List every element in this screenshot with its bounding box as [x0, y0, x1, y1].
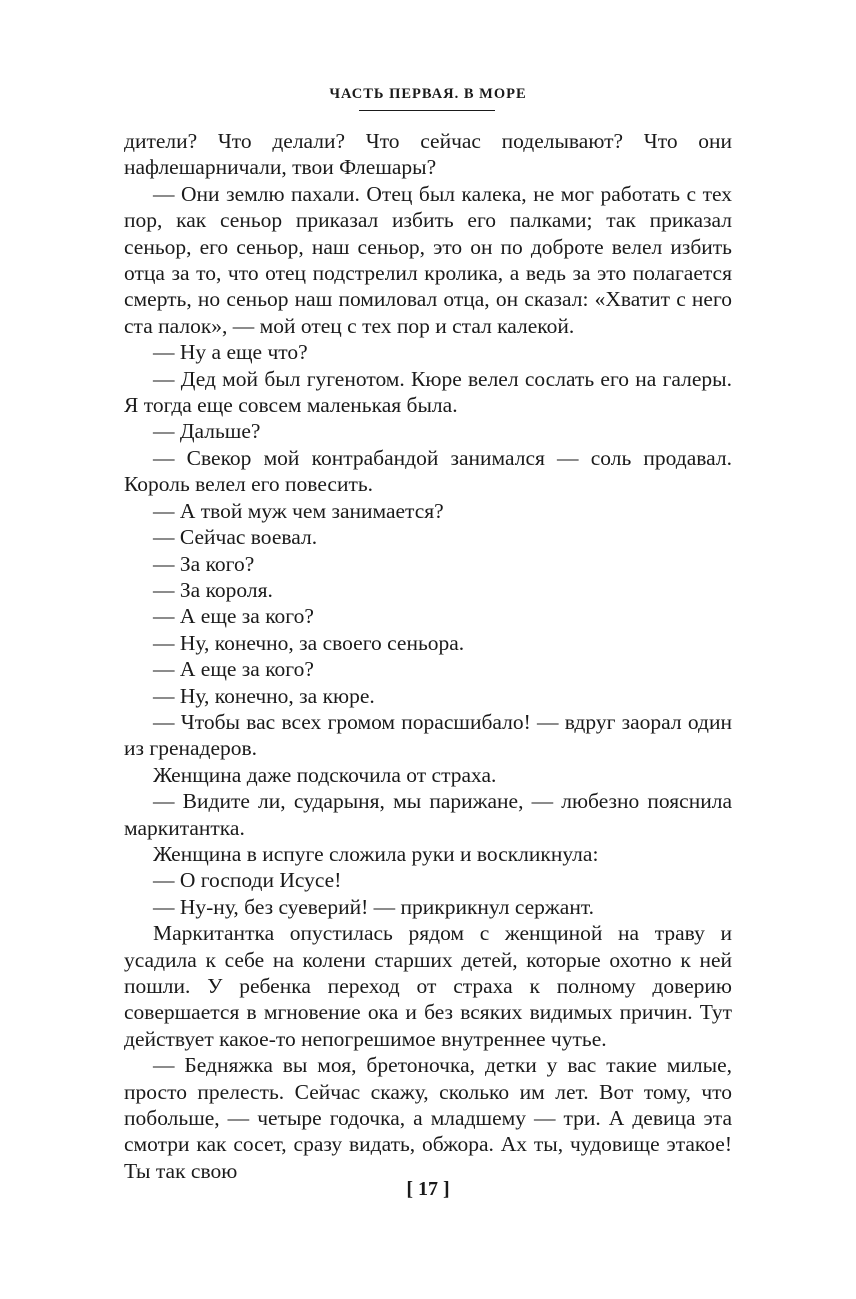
paragraph: — Ну-ну, без суеверий! — прикрикнул сержант. — [153, 894, 594, 919]
paragraph: — Ну а еще что? — [153, 340, 308, 365]
paragraph: — Свекор мой контрабандой занимался — соль продавал. Король велел его повесить. — [124, 445, 732, 497]
page-number: [ 17 ] — [406, 1178, 450, 1200]
body-text — [124, 128, 732, 1184]
paragraph: — Чтобы вас всех громом порасшибало! — вдруг заорал один из гренадеров. — [124, 709, 732, 761]
paragraph: — Они землю пахали. Отец был калека, не мог работать с тех пор, как сеньор приказал избить его палками; так приказал сеньор, его сеньор, наш сеньор, это он по доброте велел избить отца за то, что отец подстрелил кролика, а ведь за это полагается смерть, но сеньор наш помиловал отца, он сказал: «Хватит с него ста палок», — мой отец с тех пор и стал калекой. — [124, 181, 732, 338]
paragraph: — А твой муж чем занимается? — [153, 498, 444, 523]
paragraph: — Сейчас воевал. — [153, 525, 318, 550]
paragraph: дители? Что делали? Что сейчас поделывают? Что они нафлешарничали, твои Флешары? — [124, 129, 732, 180]
paragraph: — Дед мой был гугенотом. Кюре велел сослать его на галеры. Я тогда еще совсем маленькая была. — [124, 366, 732, 418]
paragraph: — За кого? — [153, 551, 255, 576]
paragraph: Женщина даже подскочила от страха. — [153, 762, 497, 787]
paragraph: Женщина в испуге сложила руки и воскликнула: — [153, 841, 599, 866]
paragraph: — Дальше? — [153, 419, 261, 444]
paragraph: — А еще за кого? — [153, 657, 314, 682]
paragraph: — Ну, конечно, за кюре. — [153, 683, 375, 708]
paragraph: — Видите ли, сударыня, мы парижане, — любезно пояснила маркитантка. — [124, 789, 732, 840]
paragraph: — Ну, конечно, за своего сеньора. — [153, 630, 465, 655]
paragraph: — А еще за кого? — [153, 604, 314, 629]
paragraph: — За короля. — [153, 577, 273, 602]
header-rule — [359, 110, 495, 111]
paragraph: — О господи Исусе! — [153, 868, 342, 893]
paragraph: — Бедняжка вы моя, бретоночка, детки у вас такие милые, просто прелесть. Сейчас скажу, сколько им лет. Вот тому, что побольше, — четыре годочка, а младшему — три. А девица эта смотри как сосет, сразу видать, обжора. Ах ты, чудовище этакое! Ты так свою — [124, 1053, 732, 1183]
paragraph: Маркитантка опустилась рядом с женщиной на траву и усадила к себе на колени старших детей, которые охотно к ней пошли. У ребенка переход от страха к полному доверию совершается в мгновение ока и без всяких видимых причин. Тут действует какое-то непогрешимое внутреннее чутье. — [124, 921, 732, 1051]
running-header: ЧАСТЬ ПЕРВАЯ. В МОРЕ — [329, 86, 527, 102]
